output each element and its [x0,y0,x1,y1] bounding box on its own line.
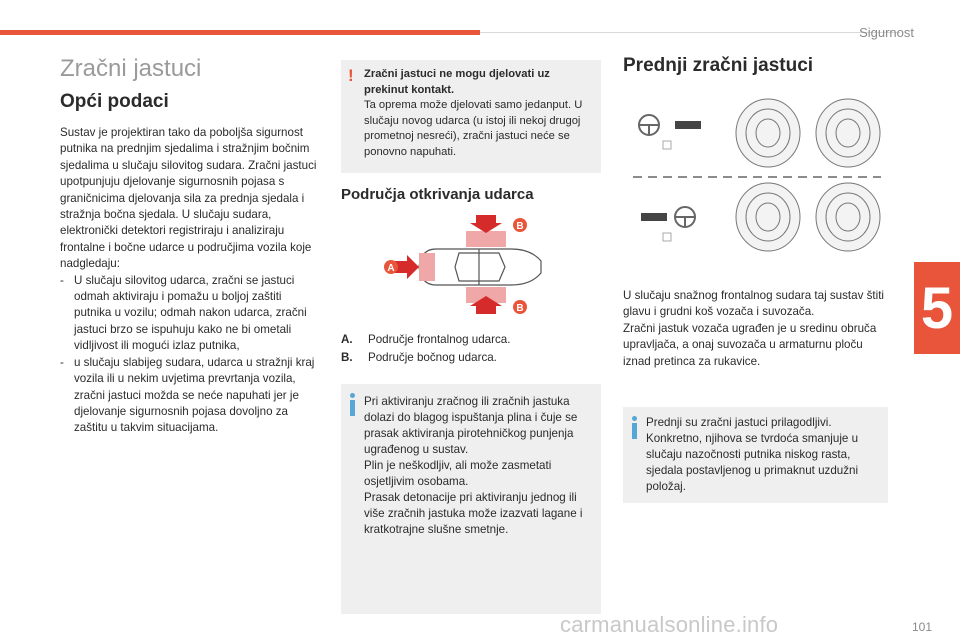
lock-icon [663,141,671,149]
bullet-text: U slučaju silovitog udarca, zračni se jastuci odmah aktiviraju i pomažu u boljoj zaštiti putnika u vozilu; odmah nakon udarca, zračni jastuci brzo se ispuhuju kako ne bi ometali vidljivost ili mogući izlaz putnika, [74,273,307,353]
info-box [623,407,888,503]
intro-paragraph: Sustav je projektiran tako da poboljša sigurnost putnika na prednjim sjedalima i stražnjim bočnim sjedalima u slučaju silovitog sudara. Zračni jastuci upotpunjuju djelovanje sigurnosnih pojasa s graničnicima djelovanja sila za prednja sjedala i stražnja bočna sjedala. U slučaju sudara, elektronički detektori registriraju i analiziraju frontalne i bočne udarce u područjima vozila koje nadgledaju: [60,126,317,271]
chapter-tab[interactable]: 5 [914,262,960,354]
bullet-dash: - [60,273,64,287]
warning-text: Ta oprema može djelovati samo jedanput. U slučaju novog udarca (u istoj ili nekoj drugoj prometnoj nesreći), zračni jastuci neće se ponovno napuhati. [364,99,583,158]
bullet-text: u slučaju slabijeg sudara, udarca u stražnji kraj vozila ili u nekim uvjetima prevrtanja vozila, zračni jastuci možda se neće napuhati jer je djelovanje sigurnosnih pojasa dovoljno za zaštitu u takvim situacijama. [74,355,315,435]
warning-title: Zračni jastuci ne mogu djelovati uz prekinut kontakt. [364,68,550,96]
dashboard-slot-icon [641,213,667,221]
svg-text:A: A [387,263,395,274]
arrow-right-icon [395,255,419,279]
info-text: Pri aktiviranju zračnog ili zračnih jastuka dolazi do blagog ispuštanja plina i čuje se prasak aktiviranja pirotehničkog punjenja ugrađenog u sustav. Plin je neškodljiv, ali može zasmetati osjetljivim osobama. Prasak detonacije pri aktiviranju jednog ili više zračnih jastuka može izazvati lagane i kratkotrajne slušne smetnje. [364,395,583,536]
info-icon [350,393,355,417]
airbag-icon [736,99,880,167]
list-item [341,349,601,367]
impact-zones-figure [381,211,551,316]
section-label: Sigurnost [859,25,914,40]
front-airbags-figure [623,95,883,255]
zone-letter: B. [341,351,353,364]
header-rule [480,32,900,33]
bullet-dash: - [60,355,64,369]
general-heading: Opći podaci [60,91,169,112]
list-item [60,273,322,355]
info-box [341,384,601,614]
arrow-down-icon [470,215,502,233]
dashboard-slot-icon [675,121,701,129]
warning-box [341,60,601,173]
list-item [60,355,322,437]
zone-letter: A. [341,333,353,346]
warning-icon: ! [348,66,354,85]
front-airbags-text: U slučaju snažnog frontalnog sudara taj sustav štiti glavu i grudni koš vozača i suvozača. Zračni jastuk vozača ugrađen je u sredinu obruča upravljača, a onaj suvozača u armaturnu ploču iznad pretinca za rukavice. [623,289,885,368]
lock-icon [663,233,671,241]
airbag-icon [736,183,880,251]
side-zone-top [466,231,506,247]
zone-text: Područje bočnog udarca. [368,351,497,364]
general-info-column [60,55,322,437]
detection-column [341,60,601,614]
steering-wheel-icon [639,115,659,135]
page-number: 101 [911,620,932,634]
front-airbags-heading: Prednji zračni jastuci [623,55,814,76]
watermark: carmanualsonline.info [560,612,779,637]
front-zone [419,253,435,281]
header-accent-bar [0,30,480,35]
car-outline-icon [419,249,541,285]
zone-text: Područje frontalnog udarca. [368,333,511,346]
svg-text:B: B [516,221,524,232]
list-item [341,331,601,349]
steering-wheel-icon [675,207,695,227]
zones-heading: Područja otkrivanja udarca [341,186,534,203]
front-airbags-column [623,55,888,503]
svg-text:B: B [516,303,524,314]
page-title: Zračni jastuci [60,55,202,82]
info-text: Prednji su zračni jastuci prilagodljivi. Konkretno, njihova se tvrdoća smanjuje u slučaju nazočnosti putnika niskog rasta, sjedala postavljenog u primaknut uzdužni položaj. [646,416,859,494]
info-icon [632,416,637,440]
